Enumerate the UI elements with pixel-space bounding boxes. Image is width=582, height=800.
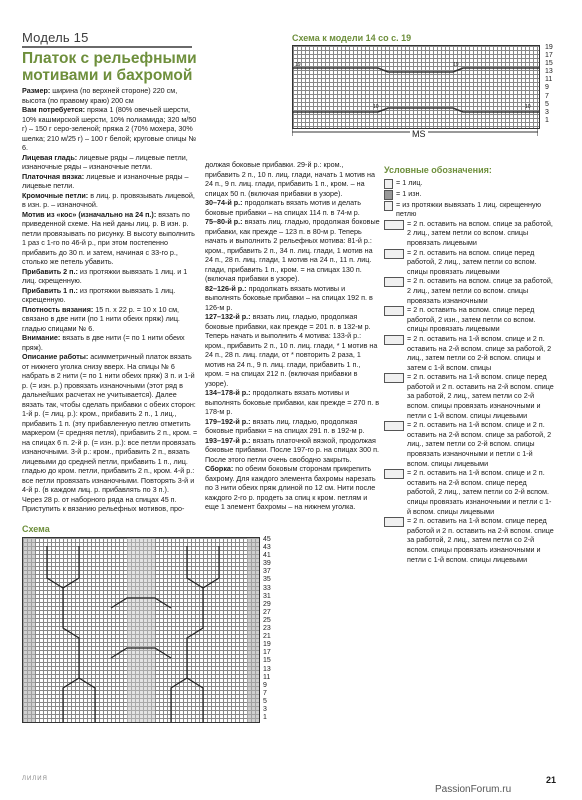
- legend-symbol-icon: [384, 201, 393, 211]
- row-num: 15: [545, 60, 553, 68]
- column-2: [205, 160, 380, 512]
- row-num: 11: [545, 76, 553, 84]
- legend-item: [384, 189, 554, 200]
- legend-symbol-icon: [384, 517, 404, 527]
- row-num: 1: [263, 714, 267, 722]
- scheme-top-lines: [293, 46, 539, 128]
- paragraph-lead: Плотность вязания:: [22, 304, 94, 314]
- legend-symbol-icon: [384, 277, 404, 287]
- legend-text: = 2 п. оставить на вспом. спице за работой, 2 лиц., затем петли со вспом. спицы провязать лицевыми: [407, 218, 553, 247]
- legend-item: [384, 516, 554, 564]
- scheme-bottom-title: Схема: [22, 524, 50, 534]
- row-num: 1: [545, 116, 549, 124]
- mark-10-right: 10: [525, 104, 531, 110]
- paragraph: [205, 160, 380, 198]
- paragraph: [22, 210, 200, 267]
- page-number: 21: [546, 775, 557, 785]
- paragraph-text: вязать в две нити (= по 1 нити обеих пряж).: [22, 333, 185, 352]
- row-num: 19: [263, 641, 271, 649]
- legend-item: [384, 334, 554, 372]
- legend: [384, 166, 554, 564]
- legend-item: [384, 200, 554, 219]
- row-num: 17: [263, 649, 271, 657]
- legend-symbol-icon: [384, 469, 404, 479]
- paragraph: [22, 153, 200, 172]
- row-num: 9: [263, 681, 267, 689]
- legend-items: [384, 178, 554, 565]
- legend-symbol-icon: [384, 179, 393, 189]
- brand-footer: ЛИЛИЯ: [22, 776, 48, 782]
- row-num: 13: [263, 665, 271, 673]
- paragraph-text: 15 п. x 22 р. = 10 x 10 см, связано в две нити (по 1 нити обеих пряж) лиц. гладью спицами № 6.: [22, 304, 180, 333]
- paragraph-lead: Лицевая гладь:: [22, 152, 78, 162]
- paragraph-text: пряжа 1 (80% овечьей шерсти, 10% кашмирской шерсти, 10% полиамида; 320 м/50 г) – 150 г серо-зеленой; пряжа 2 (70% мохера, 30% шелка; 210 м/25 г) – 100 г белой; круговые спицы № 6.: [22, 105, 197, 152]
- row-num: 3: [263, 705, 267, 713]
- row-num: 3: [545, 108, 549, 116]
- mark-10-left: 10: [373, 104, 379, 110]
- paragraph: [22, 286, 200, 305]
- paragraph: [22, 191, 200, 210]
- legend-text: = 2 п. оставить на вспом. спице перед работой, 2 лиц., затем петли со вспом. спицы провязать лицевыми: [407, 247, 537, 276]
- paragraph-text: вязать по приведенной схеме. На ней даны лиц. р. В изн. р. петли провязывать по рисунку. В высоту выполнить 1 раз с 1-го по 46-й р., при этом постепенно прибавить до 30 п. и затем, начиная с 33-го р., столько же петель убавить.: [22, 209, 195, 266]
- paragraph: [205, 417, 380, 436]
- paragraph-text: из протяжки вывязать 1 лиц. и 1 лиц. скрещенную.: [22, 266, 188, 285]
- legend-title: Условные обозначения:: [384, 165, 492, 175]
- legend-symbol-icon: [384, 249, 404, 259]
- row-num: 9: [545, 84, 549, 92]
- paragraph: [205, 436, 380, 465]
- legend-symbol-icon: [384, 335, 404, 345]
- paragraph-lead: Кромочные петли:: [22, 190, 89, 200]
- column-1: [22, 86, 200, 514]
- page-title: [22, 50, 212, 84]
- legend-text: = 2 п. оставить на 1-й вспом. спице и 2 п. оставить на 2-й вспом. спице перед работой, 2 лиц., затем петли со 2-й вспом. спицы провязать изнаночными и петли с 1-й вспом. спицы лицевыми: [407, 468, 552, 516]
- paragraph-lead: 30–74-й р.:: [205, 198, 243, 207]
- scheme-bottom-pattern: [23, 538, 259, 722]
- row-num: 19: [545, 44, 553, 51]
- legend-text: = 2 п. оставить на 1-й вспом. спице перед работой и 2 п. оставить на 2-й вспом. спице за работой, 2 лиц., затем петли со 2-й вспом. спицы провязать изнаночными и петли с 1-й вспом. спицы лицевыми: [407, 372, 554, 420]
- legend-symbol-icon: [384, 190, 393, 200]
- row-num: 45: [263, 536, 271, 543]
- paragraph: [205, 217, 380, 284]
- mark-19-left: 19: [295, 62, 301, 68]
- paragraph: [205, 198, 380, 217]
- row-num: 35: [263, 576, 271, 584]
- paragraph-text: продолжать вязать мотивы и выполнять боковые прибавки, как прежде = 270 п. в 178-м р.: [205, 388, 380, 416]
- row-num: 41: [263, 552, 271, 560]
- paragraph-text: лицевые и изнаночные ряды – лицевые петли.: [22, 171, 189, 190]
- paragraph-text: вязать лиц. гладью, продолжая боковые прибавки = на спицах 291 п. в 192-м р.: [205, 416, 365, 435]
- row-num: 5: [545, 100, 549, 108]
- paragraph-text: асимметричный платок вязать от нижнего уголка снизу вверх. На спицы № 6 набрать в 2 нити (= по 1 нити обеих пряж) 3 п. и 1-й р. (= изн. р.) провязать изнаночными (этот ряд в дальнейших расчетах не учитывается). Далее вязать так, чтобы сделать прибавки с обеих сторон: 1-й р. (= лиц. р.): кром., прибавить 2 п., 1 лиц., прибавить 1 п. (эту прибавленную петлю отметить маркером (= средняя петля), прибавить 2 п., кром. = на спицах 6 п. 2-й р. (= изн. р.): все петли провязать изнаночными. 3-й р.: кром., прибавить 2 п., вязать лицевыми до средней петли, прибавить 1 п., лиц. гладью до кром. петли, прибавить 2 п., кром. 4-й р.: все петли провязать изнаночными. Повторять 3-й и 4-й р. (в каждом лиц. р. прибавлять по 3 п.).: [22, 352, 198, 494]
- legend-item: [384, 420, 554, 468]
- paragraph-text: в лиц. р. провязывать лицевой, в изн. р. – изнаночной.: [22, 190, 195, 209]
- model-number: Модель 15: [22, 30, 89, 45]
- scheme-bottom-row-numbers: [263, 536, 271, 722]
- legend-text: = из протяжки вывязать 1 лиц. скрещенную петлю: [396, 199, 541, 219]
- legend-text: = 2 п. оставить на вспом. спице перед работой, 2 изн., затем петли со вспом. спицы провязать лицевыми: [407, 305, 536, 334]
- paragraph-lead: Прибавить 2 п.:: [22, 266, 78, 276]
- legend-symbol-icon: [384, 306, 404, 316]
- legend-item: [384, 248, 554, 277]
- row-num: 27: [263, 608, 271, 616]
- title-line-1: Платок с рельефными: [22, 50, 197, 67]
- row-num: 25: [263, 616, 271, 624]
- legend-symbol-icon: [384, 220, 404, 230]
- ms-label: MS: [412, 129, 426, 139]
- legend-text: = 1 лиц.: [396, 177, 423, 187]
- row-num: 23: [263, 625, 271, 633]
- row-num: 5: [263, 697, 267, 705]
- paragraph-lead: 134–178-й р.:: [205, 388, 251, 397]
- paragraph: [205, 464, 380, 512]
- paragraph-lead: 193–197-й р.:: [205, 435, 251, 445]
- paragraph: [22, 267, 200, 286]
- paragraph-text: ширина (по верхней стороне) 220 см, высота (по правому краю) 200 см: [22, 86, 178, 105]
- paragraph: [22, 305, 200, 334]
- row-num: 7: [545, 92, 549, 100]
- row-num: 43: [263, 544, 271, 552]
- legend-item: [384, 276, 554, 305]
- paragraph-lead: Прибавить 1 п.:: [22, 285, 78, 295]
- paragraph-text: вязать лиц. гладью, продолжая боковые прибавки, как прежде – 123 п. в 80-м р. Теперь начать и выполнить 2 рельефных мотива: 81-й р.: кром., прибавить 2 п., 34 п. лиц. глади, 1 мотив на 24 п., 28 п. лиц. глади, 1 мотив на 24 п., 11 п. лиц. глади, прибавить 1 п., кром. = на спицах 130 п. (включая прибавки в узоре).: [205, 217, 380, 283]
- paragraph-lead: Внимание:: [22, 333, 61, 342]
- legend-text: = 2 п. оставить на 1-й вспом. спице и 2 п. оставить на 2-й вспом. спице за работой, 2 лиц., затем петли со 2-й вспом. спицы провязать изнаночными и петли с 1-й вспом. спицы лицевыми: [407, 420, 552, 468]
- legend-item: [384, 372, 554, 420]
- paragraph: [205, 312, 380, 388]
- row-num: 13: [545, 68, 553, 76]
- paragraph-lead: 75–80-й р.:: [205, 217, 243, 226]
- scheme-top-row-numbers: [545, 44, 553, 125]
- paragraph-text: Через 28 р. от наборного ряда на спицах 45 п. Приступить к вязанию рельефных мотивов, про-: [22, 494, 185, 513]
- row-num: 17: [545, 52, 553, 60]
- legend-text: = 1 изн.: [396, 188, 422, 198]
- mark-19-right: 19: [453, 62, 459, 68]
- watermark: PassionForum.ru: [435, 784, 512, 795]
- row-num: 21: [263, 633, 271, 641]
- paragraph: [22, 105, 200, 153]
- legend-text: = 2 п. оставить на вспом. спице за работой, 2 лиц., затем петли со вспом. спицы провязать изнаночными: [407, 276, 553, 305]
- legend-item: [384, 468, 554, 516]
- paragraph-text: вязать лиц. гладью, продолжая боковые прибавки, как прежде = 201 п. в 132-м р. Теперь начать и выполнить 4 мотива: 133-й р.: кром., прибавить 2 п., 10 п. лиц. глади, * 1 мотив на 24 п., 28 п. лиц. глади, от * повторить 2 раза, 1 мотив на 24 п., 9 п. лиц. глади, прибавить 1 п., кром. = на спицах 212 п. (включая прибавки в узоре).: [205, 312, 378, 388]
- paragraph-lead: 127–132-й р.:: [205, 312, 251, 321]
- paragraph-lead: Описание работы:: [22, 352, 89, 361]
- paragraph-lead: Вам потребуется:: [22, 105, 86, 114]
- paragraph-text: продолжать вязать мотив и делать боковые прибавки – на спицах 114 п. в 74-м р.: [205, 198, 361, 217]
- row-num: 33: [263, 584, 271, 592]
- paragraph: [22, 172, 200, 191]
- row-num: 39: [263, 560, 271, 568]
- title-line-2: мотивами и бахромой: [22, 67, 193, 84]
- paragraph: [205, 388, 380, 417]
- legend-item: [384, 219, 554, 248]
- paragraph-text: продолжать вязать мотивы и выполнять боковые прибавки – на спицах 192 п. в 126-м р.: [205, 283, 373, 312]
- paragraph-lead: 82–126-й р.:: [205, 283, 247, 293]
- scheme-bottom-grid: [22, 537, 260, 723]
- paragraph: [22, 86, 200, 105]
- paragraph-text: вязать платочной вязкой, продолжая боковые прибавки. После 197-го р. на спицах 300 п. После этого петли очень свободно закрыть.: [205, 435, 379, 464]
- legend-item: [384, 305, 554, 334]
- paragraph: [205, 284, 380, 313]
- paragraph: [22, 495, 200, 514]
- paragraph: [22, 333, 200, 352]
- paragraph-text: лицевые ряды – лицевые петли, изнаночные ряды – изнаночные петли.: [22, 152, 188, 171]
- row-num: 15: [263, 657, 271, 665]
- legend-symbol-icon: [384, 373, 404, 383]
- legend-symbol-icon: [384, 421, 404, 431]
- paragraph-lead: Размер:: [22, 86, 51, 95]
- paragraph-lead: 179–192-й р.:: [205, 416, 251, 426]
- scheme-top-title: Схема к модели 14 со с. 19: [292, 33, 412, 43]
- row-num: 7: [263, 689, 267, 697]
- row-num: 31: [263, 592, 271, 600]
- scheme-top-grid: [292, 45, 540, 129]
- row-num: 11: [263, 673, 271, 681]
- row-num: 37: [263, 568, 271, 576]
- legend-text: = 2 п. оставить на 1-й вспом. спице и 2 п. оставить на 2-й вспом. спице за работой, 2 лиц., затем петли со 2-й вспом. спицы и затем с 1-й вспом. спицы: [407, 333, 552, 372]
- paragraph-text: должая боковые прибавки. 29-й р.: кром., прибавить 2 п., 10 п. лиц. глади, начать 1 мотив на 24 п., 9 п. лиц. глади, прибавить 1 п., кром. – на спицах 50 п. (включая прибавки в узоре).: [205, 160, 375, 198]
- header-rule: [22, 46, 192, 48]
- paragraph-text: по обеим боковым сторонам прикрепить бахрому. Для каждого элемента бахромы нарезать по 3 нити обеих пряж длиной по 12 см. Нити после каждого 2-го р. продеть за спиц к кром. петлям и еще 1 элемент бахромы – на нижнем уголка.: [205, 464, 376, 511]
- paragraph-lead: Платочная вязка:: [22, 171, 85, 181]
- legend-text: = 2 п. оставить на 1-й вспом. спице перед работой и 2 п. оставить на 2-й вспом. спице за работой, 2 лиц., затем петли со 2-й вспом. спицы провязать изнаночными и петли с 1-й вспом. спицы лицевыми: [407, 516, 554, 564]
- row-num: 29: [263, 600, 271, 608]
- legend-item: [384, 178, 554, 189]
- paragraph: [22, 352, 200, 495]
- paragraph-lead: Сборка:: [205, 464, 234, 473]
- paragraph-lead: Мотив из «кос» (изначально на 24 п.):: [22, 209, 157, 219]
- paragraph-text: из протяжки вывязать 1 лиц. скрещенную.: [22, 285, 176, 304]
